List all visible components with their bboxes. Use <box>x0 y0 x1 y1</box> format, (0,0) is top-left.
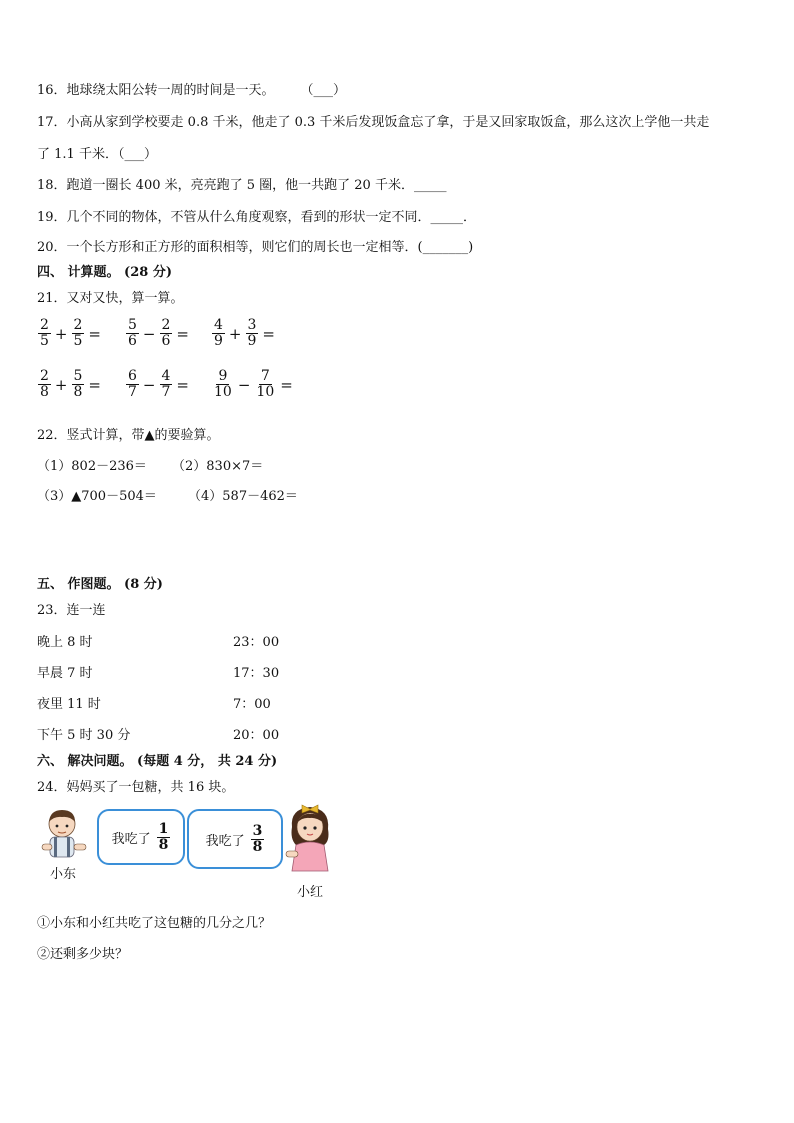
match-right-item: 23：00 <box>233 635 280 650</box>
fraction-expression-5: $\frac{6}{7}$ − $\frac{4}{7}$ = <box>128 368 189 400</box>
name-girl: 小红 <box>297 885 324 900</box>
q23: 23．连一连 <box>37 603 106 618</box>
section-4-heading: 四、 计算题。 (28 分) <box>37 265 172 280</box>
fraction-expression-1: $\frac{2}{5}$ + $\frac{2}{5}$ = <box>40 317 101 349</box>
q21: 21．又对又快，算一算。 <box>37 291 184 306</box>
speech-bubble-boy: 我吃了 $\frac{1}{8}$ <box>97 809 185 865</box>
q17-line2: 了 1.1 千米．（___） <box>37 147 157 162</box>
q24: 24．妈妈买了一包糖，共 16 块。 <box>37 780 235 795</box>
speech-bubble-girl: 我吃了 $\frac{3}{8}$ <box>187 809 283 869</box>
match-left-item: 晚上 8 时 <box>37 635 93 650</box>
q19: 19．几个不同的物体，不管从什么角度观察，看到的形状一定不同．_____． <box>37 210 477 225</box>
q20: 20．一个长方形和正方形的面积相等，则它们的周长也一定相等．(_______) <box>37 240 474 255</box>
section-6-heading: 六、 解决问题。 (每题 4 分， 共 24 分) <box>37 754 278 769</box>
q24-part-2: ②还剩多少块？ <box>37 947 129 962</box>
match-right-item: 17：30 <box>233 666 280 681</box>
q18: 18．跑道一圈长 400 米，亮亮跑了 5 圈，他一共跑了 20 千米．_____ <box>37 178 447 193</box>
fraction-expression-6: $\frac{9}{10}$ − $\frac{7}{10}$ = <box>214 368 293 400</box>
q22: 22．竖式计算，带▲的要验算。 <box>37 428 220 443</box>
fraction-expression-2: $\frac{5}{6}$ − $\frac{2}{6}$ = <box>128 317 189 349</box>
match-left-item: 早晨 7 时 <box>37 666 93 681</box>
match-right-item: 7：00 <box>233 697 271 712</box>
q17-line1: 17．小高从家到学校要走 0.8 千米，他走了 0.3 千米后发现饭盒忘了拿，于是又回家取饭盒，那么这次上学他一共走 <box>37 115 710 130</box>
name-boy: 小东 <box>50 867 77 882</box>
q22-part-2: （2）830×7＝ <box>172 459 264 474</box>
match-left-item: 下午 5 时 30 分 <box>37 728 131 743</box>
q22-part-4: （4）587－462＝ <box>188 489 298 504</box>
q16: 16．地球绕太阳公转一周的时间是一天。 （___） <box>37 83 347 98</box>
fraction-expression-3: $\frac{4}{9}$ + $\frac{3}{9}$ = <box>214 317 275 349</box>
fraction-expression-4: $\frac{2}{8}$ + $\frac{5}{8}$ = <box>40 368 101 400</box>
q24-part-1: ①小东和小红共吃了这包糖的几分之几？ <box>37 916 272 931</box>
match-left-item: 夜里 11 时 <box>37 697 101 712</box>
match-right-item: 20：00 <box>233 728 280 743</box>
q22-part-1: （1）802－236＝ <box>37 459 147 474</box>
boy-illustration <box>40 806 90 862</box>
q22-part-3: （3）▲700－504＝ <box>37 489 157 504</box>
girl-illustration <box>284 801 336 873</box>
section-5-heading: 五、 作图题。 (8 分) <box>37 577 163 592</box>
